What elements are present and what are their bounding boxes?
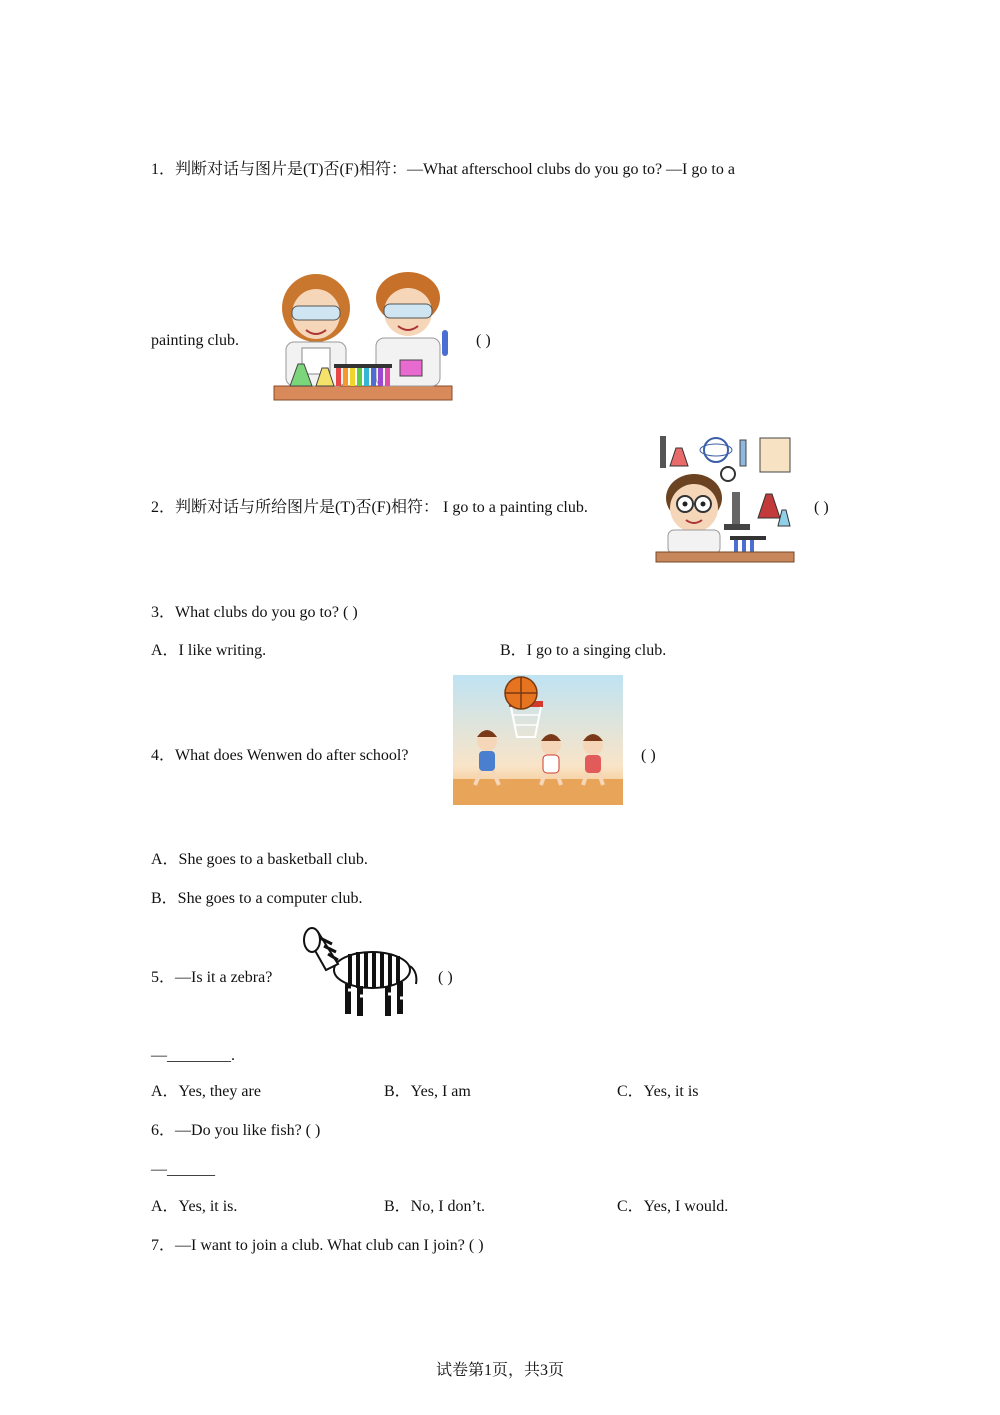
q3-option-a[interactable]: A．I like writing. bbox=[151, 642, 267, 659]
q3-number: 3． bbox=[151, 604, 176, 621]
q4-prompt bbox=[151, 746, 408, 766]
q5-prompt bbox=[151, 968, 272, 988]
q3-prompt bbox=[151, 603, 358, 623]
q4-text: What does Wenwen do after school? bbox=[175, 747, 409, 764]
q4-option-b[interactable]: B．She goes to a computer club. bbox=[151, 890, 363, 907]
q5-option-a[interactable]: A．Yes, they are bbox=[151, 1083, 261, 1100]
q6-prompt bbox=[151, 1121, 320, 1141]
q6-option-a[interactable]: A．Yes, it is. bbox=[151, 1198, 238, 1215]
science-boy-icon bbox=[654, 432, 796, 564]
q1-prompt bbox=[151, 160, 735, 180]
zebra-icon bbox=[300, 924, 420, 1020]
q5-number: 5． bbox=[151, 969, 176, 986]
q2-answer-blank[interactable]: ( ) bbox=[814, 499, 829, 516]
q5-text: —Is it a zebra? bbox=[175, 969, 273, 986]
q7-number: 7． bbox=[151, 1237, 176, 1254]
q3-text: What clubs do you go to? ( ) bbox=[175, 604, 358, 621]
q6-option-c[interactable]: C．Yes, I would. bbox=[617, 1198, 729, 1215]
q3-option-b[interactable]: B．I go to a singing club. bbox=[500, 642, 667, 659]
q1-text: 判断对话与图片是(T)否(F)相符：—What afterschool clubs do you go to? —I go to a bbox=[175, 161, 735, 178]
q6-number: 6． bbox=[151, 1122, 176, 1139]
q6-response-line: —______ bbox=[151, 1161, 215, 1178]
q2-number: 2． bbox=[151, 499, 176, 516]
q1-continuation: painting club. bbox=[151, 332, 239, 349]
q6-text: —Do you like fish? ( ) bbox=[175, 1122, 321, 1139]
q5-answer-blank[interactable]: ( ) bbox=[438, 969, 453, 986]
q5-option-c[interactable]: C．Yes, it is bbox=[617, 1083, 699, 1100]
q5-option-b[interactable]: B．Yes, I am bbox=[384, 1083, 471, 1100]
q4-answer-blank[interactable]: ( ) bbox=[641, 747, 656, 764]
q1-answer-blank[interactable]: ( ) bbox=[476, 332, 491, 349]
page-footer: 试卷第1页，共3页 bbox=[435, 1362, 564, 1379]
q4-number: 4． bbox=[151, 747, 176, 764]
q6-option-b[interactable]: B．No, I don’t. bbox=[384, 1198, 486, 1215]
q2-prompt bbox=[151, 498, 588, 518]
q7-prompt bbox=[151, 1236, 484, 1256]
science-lab-kids-icon bbox=[272, 268, 454, 406]
q5-response-line: —________. bbox=[151, 1047, 235, 1064]
q2-text: 判断对话与所给图片是(T)否(F)相符： I go to a painting club. bbox=[175, 499, 588, 516]
basketball-kids-icon bbox=[453, 675, 623, 805]
q1-number: 1． bbox=[151, 161, 176, 178]
q7-text: —I want to join a club. What club can I join? ( ) bbox=[175, 1237, 484, 1254]
q4-option-a[interactable]: A．She goes to a basketball club. bbox=[151, 851, 368, 868]
